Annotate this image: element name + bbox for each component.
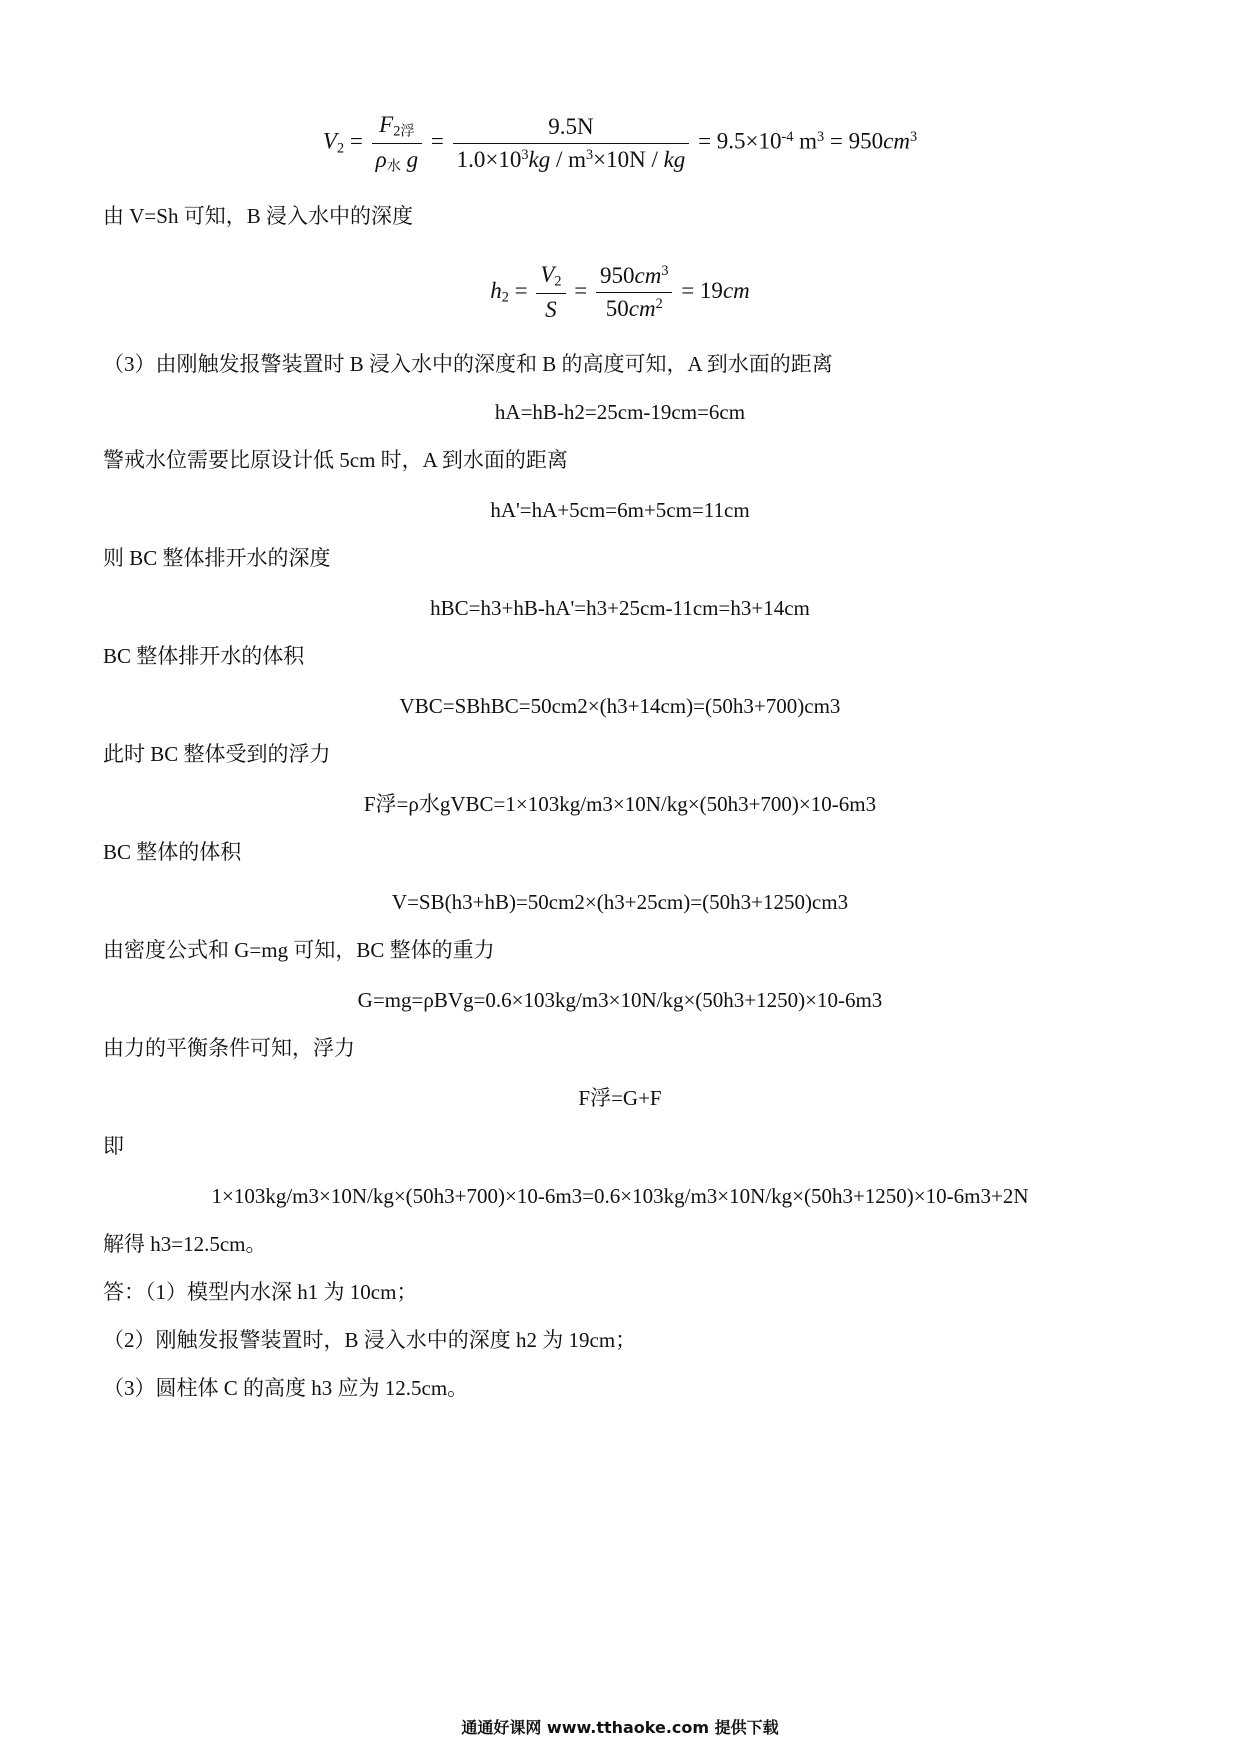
formula-subscript: 2浮: [393, 123, 415, 140]
formula-text: = 950: [829, 128, 884, 154]
formula-text: cm: [883, 128, 910, 154]
formula-exponent: 3: [909, 128, 918, 145]
formula-line: VBC=SBhBC=50cm2×(h3+14cm)=(50h3+700)cm3: [399, 694, 841, 718]
formula-line: 1×103kg/m3×10N/kg×(50h3+700)×10-6m3=0.6×103kg/m3×10N/kg×(50h3+1250)×10-6m3+2N: [211, 1184, 1029, 1208]
formula-h2: $h_2$ = $\frac{V_2}{S}$ = $\frac{950cm^3}{50cm^2}$ = 19cm: [490, 262, 750, 322]
text-line: 由密度公式和 G=mg 可知，BC 整体的重力: [103, 938, 495, 962]
text-line: 由 V=Sh 可知，B 浸入水中的深度: [103, 204, 413, 228]
text-line: 解得 h3=12.5cm。: [103, 1232, 267, 1256]
formula-text: 950: [600, 262, 635, 288]
formula-text: ×10N /: [593, 146, 664, 172]
formula-line: V=SB(h3+hB)=50cm2×(h3+25cm)=(50h3+1250)cm3: [391, 890, 849, 914]
fraction-denominator: S: [545, 296, 557, 322]
fraction-f-over-rho-g: [372, 112, 423, 175]
formula-line: hA'=hA+5cm=6m+5cm=11cm: [490, 498, 750, 522]
formula-line: G=mg=ρBVg=0.6×103kg/m3×10N/kg×(50h3+1250)×10-6m3: [357, 988, 883, 1012]
text-line: （2）刚触发报警装置时，B 浸入水中的深度 h2 为 19cm；: [103, 1328, 637, 1352]
text-line: BC 整体的体积: [103, 840, 242, 864]
formula-v2: $V_2$ = $\frac{F_{2浮}}{\rho_水 g}$ = $\frac{9.5N}{1.0\times 10^3kg / m^3\times 10N / kg}$ = $9.5\times 10^{-4}$ $m^3 = 950cm^3$: [322, 112, 918, 175]
text-line: （3）圆柱体 C 的高度 h3 应为 12.5cm。: [103, 1376, 469, 1400]
text-line: 即: [103, 1134, 124, 1158]
formula-text: m: [799, 128, 818, 154]
formula-exponent: 3: [817, 128, 825, 145]
formula-line: F浮=ρ水gVBC=1×103kg/m3×10N/kg×(50h3+700)×10-6m3: [363, 792, 877, 816]
text-line: BC 整体排开水的体积: [103, 644, 305, 668]
text-line: 答：（1）模型内水深 h1 为 10cm；: [103, 1280, 418, 1304]
formula-text: = 19: [681, 277, 723, 303]
formula-line: hBC=h3+hB-hA'=h3+25cm-11cm=h3+14cm: [430, 596, 810, 620]
text-line: 警戒水位需要比原设计低 5cm 时，A 到水面的距离: [103, 448, 568, 472]
formula-text: 1.0×10: [456, 146, 522, 172]
formula-subscript: 2: [501, 289, 509, 306]
formula-exponent: 3: [521, 147, 529, 164]
formula-exponent: 3: [661, 262, 669, 279]
formula-subscript: 2: [554, 273, 562, 290]
fraction-values: [453, 114, 690, 174]
formula-text: / m: [550, 146, 586, 172]
formula-text: cm: [722, 277, 750, 303]
fraction-numerator: 9.5N: [453, 114, 690, 144]
formula-symbol: h: [490, 277, 502, 303]
formula-symbol: F: [379, 112, 394, 137]
formula-subscript: 水: [386, 158, 401, 175]
footer: 通通好课网 www.tthaoke.com 提供下载: [461, 1718, 779, 1737]
formula-text: cm: [628, 296, 656, 322]
formula-text: kg: [528, 146, 551, 172]
formula-symbol: V: [540, 262, 555, 287]
formula-exponent: 3: [585, 147, 594, 164]
formula-exponent: 2: [655, 296, 663, 313]
formula-text: = 9.5×10: [698, 128, 782, 154]
formula-text: 50: [605, 296, 629, 322]
fraction-values: [596, 263, 672, 323]
formula-text: cm: [634, 262, 662, 288]
formula-text: kg: [663, 146, 686, 172]
formula-symbol: ρ: [375, 146, 387, 172]
text-line: 此时 BC 整体受到的浮力: [103, 742, 331, 766]
formula-symbol: V: [322, 128, 337, 154]
formula-subscript: 2: [336, 140, 345, 157]
text-line: 则 BC 整体排开水的深度: [103, 546, 331, 570]
fraction-v-over-s: [536, 262, 565, 323]
text-line: 由力的平衡条件可知，浮力: [103, 1036, 355, 1060]
text-line: （3）由刚触发报警装置时 B 浸入水中的深度和 B 的高度可知，A 到水面的距离: [103, 352, 833, 376]
formula-symbol: g: [406, 146, 419, 172]
formula-exponent: -4: [781, 128, 794, 145]
formula-line: F浮=G+F: [578, 1086, 662, 1110]
formula-line: hA=hB-h2=25cm-19cm=6cm: [494, 400, 746, 424]
